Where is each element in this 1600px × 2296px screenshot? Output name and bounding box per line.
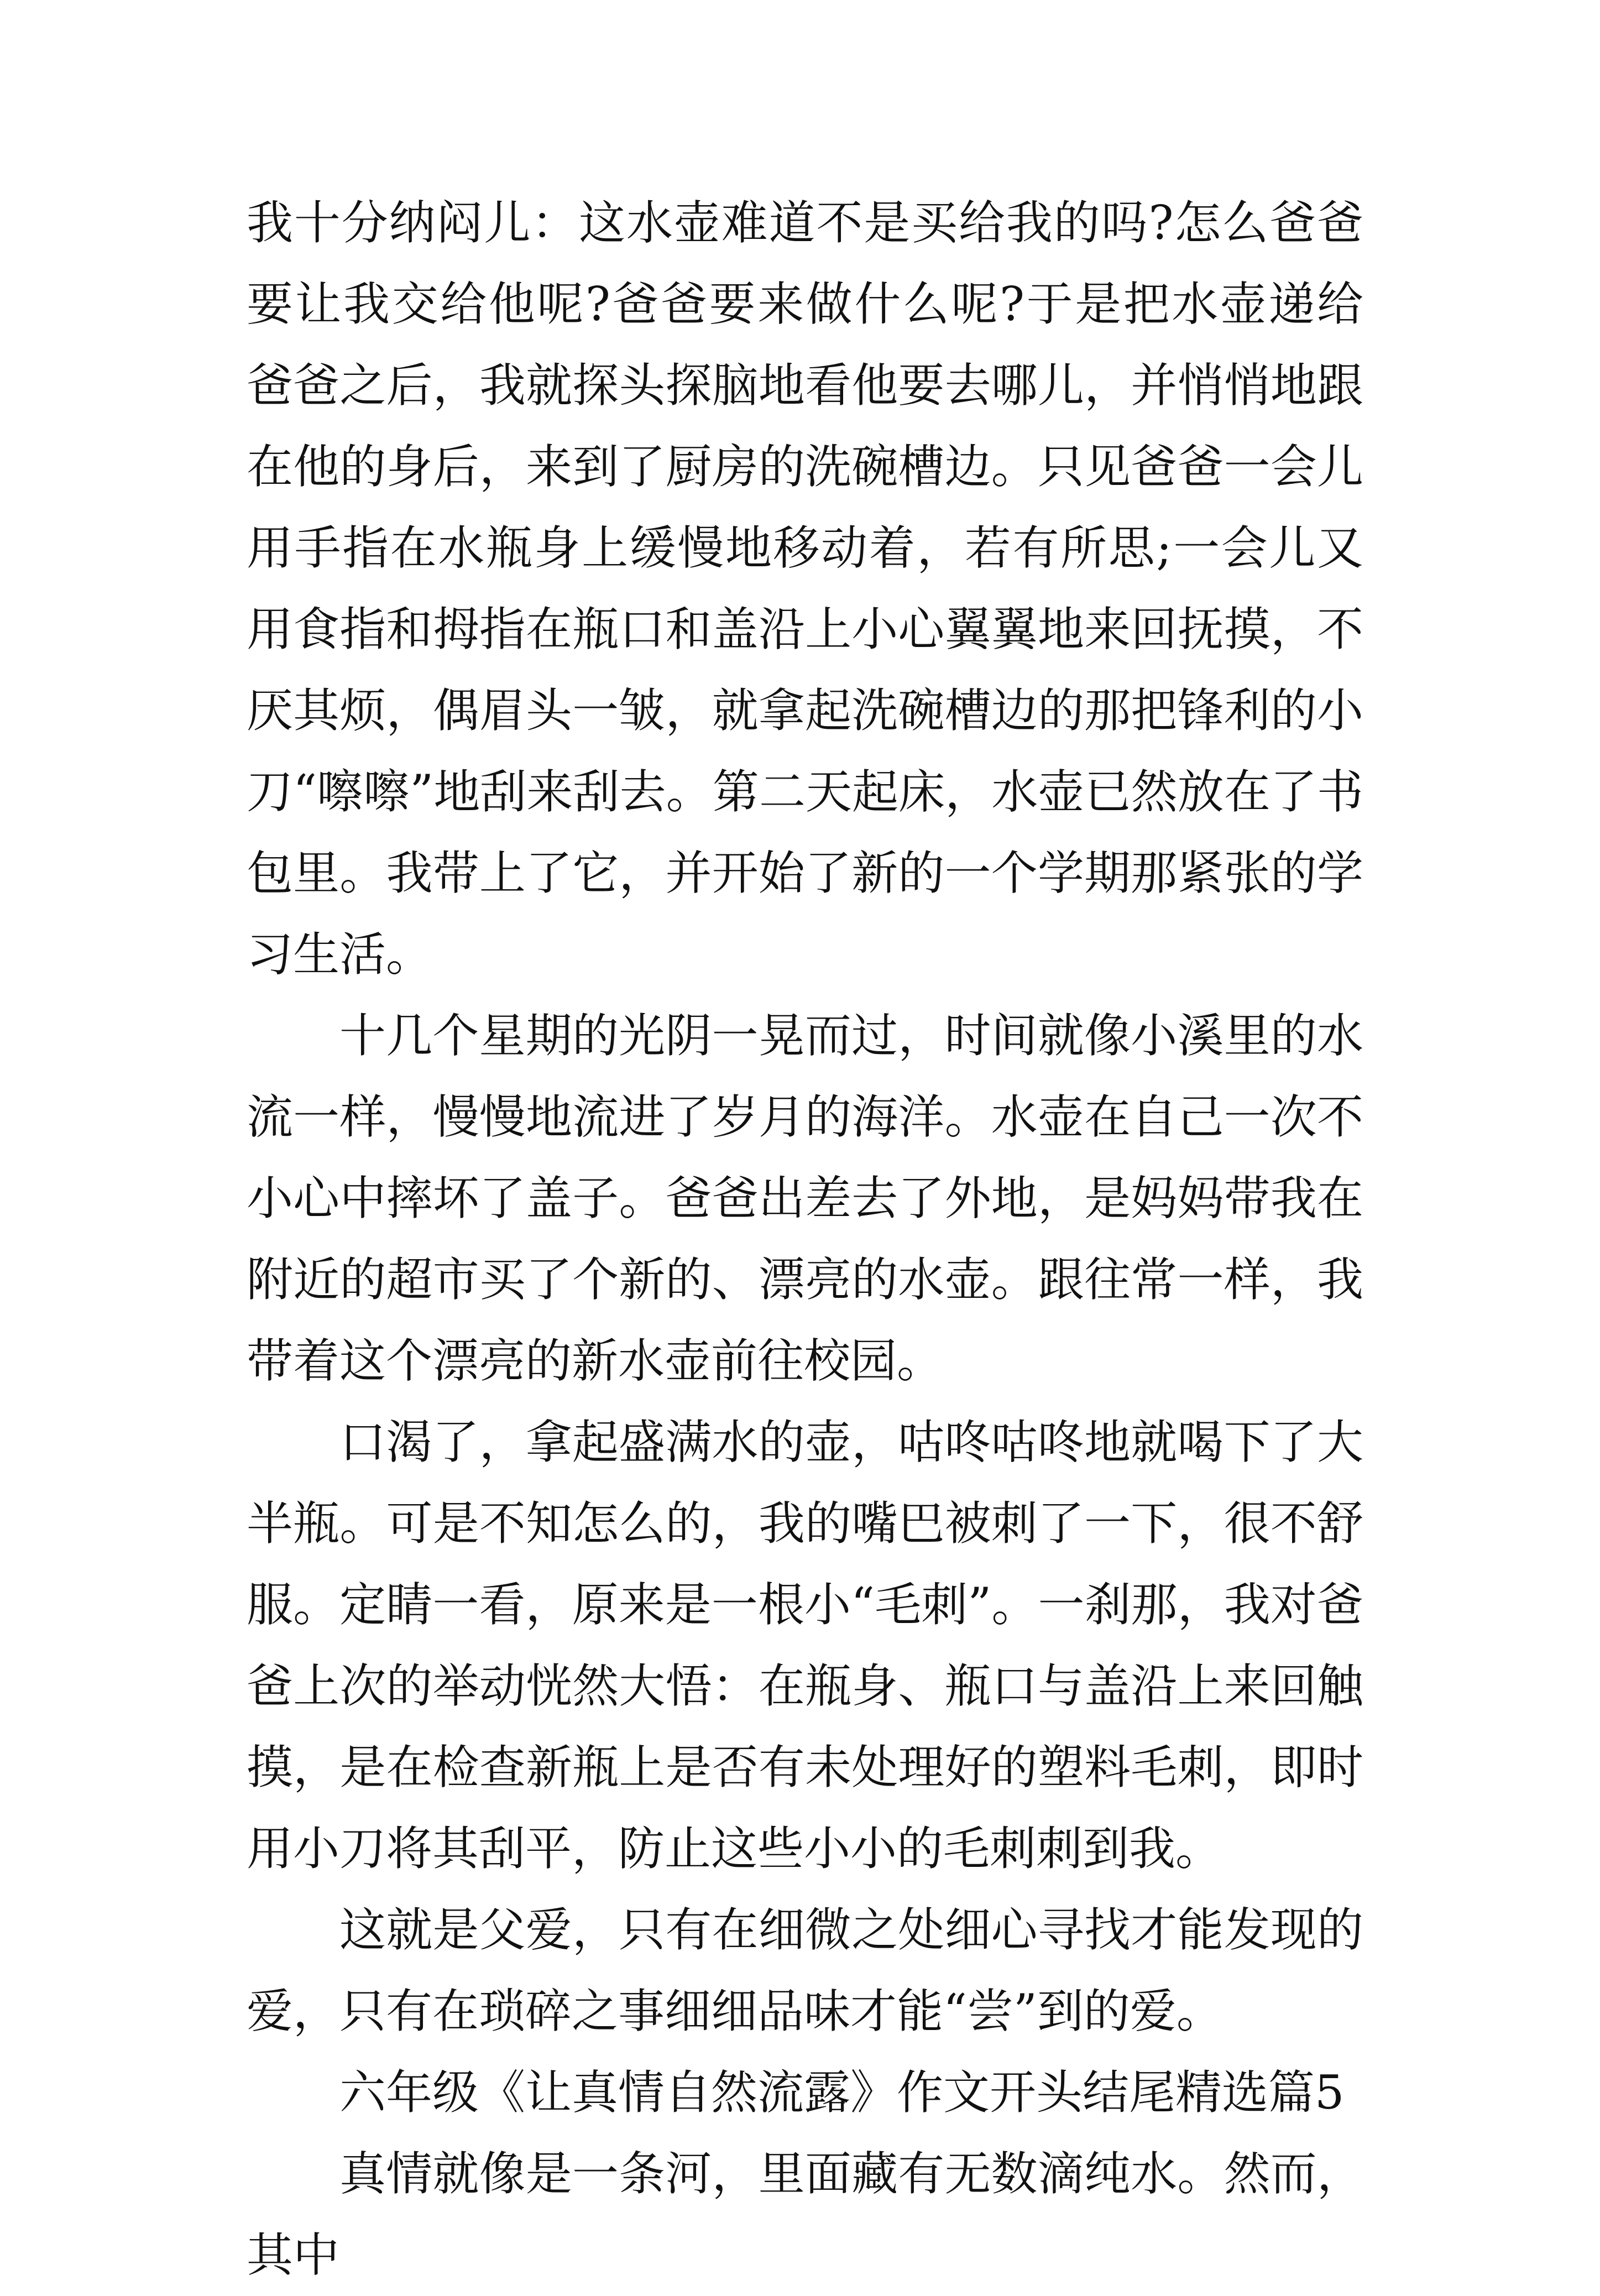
document-body <box>247 182 1363 2296</box>
section-heading: 六年级《让真情自然流露》作文开头结尾精选篇5 <box>339 2065 1345 2120</box>
paragraph-true-feelings: 真情就像是一条河，里面藏有无数滴纯水。然而，其中 <box>247 2147 1363 2282</box>
paragraph-fatherly-love: 这就是父爱，只有在细微之处细心寻找才能发现的爱，只有在琐碎之事细细品味才能“尝”到的爱。 <box>247 1903 1363 2038</box>
paragraph-new-bottle: 十几个星期的光阴一晃而过，时间就像小溪里的水流一样，慢慢地流进了岁月的海洋。水壶在自己一次不小心中摔坏了盖子。爸爸出差去了外地，是妈妈带我在附近的超市买了个新的、漂亮的水壶。跟往常一样，我带着这个漂亮的新水壶前往校园。 <box>247 1009 1363 1388</box>
paragraph-water-bottle-story: 我十分纳闷儿：这水壶难道不是买给我的吗?怎么爸爸要让我交给他呢?爸爸要来做什么呢?于是把水壶递给爸爸之后，我就探头探脑地看他要去哪儿，并悄悄地跟在他的身后，来到了厨房的洗碗槽边。只见爸爸一会儿用手指在水瓶身上缓慢地移动着，若有所思;一会儿又用食指和拇指在瓶口和盖沿上小心翼翼地来回抚摸，不厌其烦，偶眉头一皱，就拿起洗碗槽边的那把锋利的小刀“嚓嚓”地刮来刮去。第二天起床，水壶已然放在了书包里。我带上了它，并开始了新的一个学期那紧张的学习生活。 <box>247 196 1363 982</box>
paragraph-realization: 口渴了，拿起盛满水的壶，咕咚咕咚地就喝下了大半瓶。可是不知怎么的，我的嘴巴被刺了一下，很不舒服。定睛一看，原来是一根小“毛刺”。一刹那，我对爸爸上次的举动恍然大悟：在瓶身、瓶口与盖沿上来回触摸，是在检查新瓶上是否有未处理好的塑料毛刺，即时用小刀将其刮平，防止这些小小的毛刺刺到我。 <box>247 1415 1363 1876</box>
